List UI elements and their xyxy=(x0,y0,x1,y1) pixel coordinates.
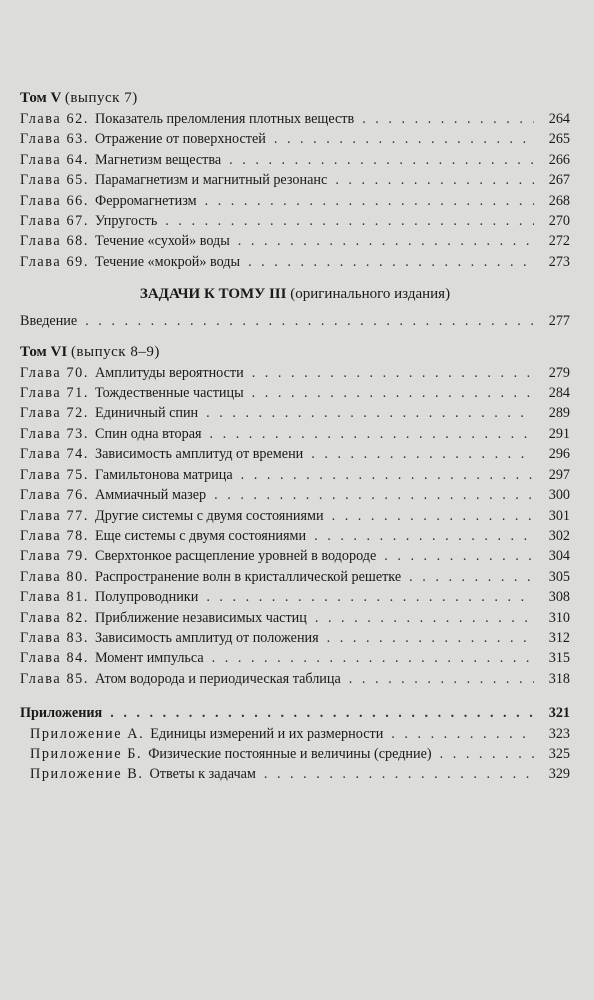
toc-entry xyxy=(20,252,570,272)
tasks-heading xyxy=(20,284,570,305)
leader-dots xyxy=(409,567,534,587)
volume-6-heading xyxy=(20,342,570,363)
entry-page: 318 xyxy=(548,670,570,687)
entry-label: Глава 79. xyxy=(20,548,90,565)
toc-entry xyxy=(20,724,570,744)
entry-label: Глава 80. xyxy=(20,568,90,585)
entry-title: Спин одна вторая xyxy=(95,425,202,442)
leader-dots xyxy=(252,383,534,403)
appendix-page: 321 xyxy=(548,705,570,722)
entry-page: 325 xyxy=(548,745,570,762)
entry-title: Зависимость амплитуд от времени xyxy=(95,446,304,463)
entry-page: 297 xyxy=(548,466,570,483)
leader-dots xyxy=(335,170,534,190)
entry-label: Глава 63. xyxy=(20,131,90,148)
entry-title: Единицы измерений и их размерности xyxy=(150,725,384,742)
leader-dots xyxy=(314,526,534,546)
toc-entry xyxy=(20,608,570,628)
leader-dots xyxy=(110,703,534,723)
toc-entry xyxy=(20,129,570,149)
leader-dots xyxy=(315,608,534,628)
entry-label: Глава 84. xyxy=(20,650,90,667)
volume-6-subtitle: (выпуск 8–9) xyxy=(70,343,160,360)
entry-page: 272 xyxy=(548,233,570,250)
leader-dots xyxy=(384,546,534,566)
entry-page: 273 xyxy=(548,253,570,270)
tasks-title-rest: (оригинального издания) xyxy=(290,286,451,303)
toc-entry xyxy=(20,383,570,403)
entry-page: 323 xyxy=(548,725,570,742)
tasks-title: ЗАДАЧИ К ТОМУ III xyxy=(139,286,287,303)
entry-label: Глава 77. xyxy=(20,507,90,524)
entry-page: 308 xyxy=(548,589,570,606)
leader-dots xyxy=(205,191,534,211)
leader-dots xyxy=(165,211,534,231)
toc-entry xyxy=(20,546,570,566)
toc-entry xyxy=(20,191,570,211)
leader-dots xyxy=(248,252,534,272)
entry-label: Глава 74. xyxy=(20,446,90,463)
toc-entry xyxy=(20,648,570,668)
toc-entry xyxy=(20,669,570,689)
entry-page: 267 xyxy=(548,172,570,189)
entry-page: 291 xyxy=(548,425,570,442)
entry-page: 301 xyxy=(548,507,570,524)
entry-label: Глава 82. xyxy=(20,609,90,626)
toc-entry xyxy=(20,424,570,444)
toc-entry xyxy=(20,764,570,784)
entry-title: Аммиачный мазер xyxy=(95,487,207,504)
volume-5-title: Том V xyxy=(20,90,62,106)
entry-label: Глава 71. xyxy=(20,385,90,402)
entry-page: 305 xyxy=(548,568,570,585)
entry-title: Ферромагнетизм xyxy=(95,192,197,209)
leader-dots xyxy=(206,587,534,607)
entry-title: Течение «мокрой» воды xyxy=(95,253,241,270)
leader-dots xyxy=(85,311,534,331)
entry-page: 265 xyxy=(548,131,570,148)
appendix-title: Приложения xyxy=(20,705,103,722)
leader-dots xyxy=(391,724,534,744)
entry-label: Глава 69. xyxy=(20,253,90,270)
leader-dots xyxy=(238,231,534,251)
toc-entry xyxy=(20,587,570,607)
entry-page: 329 xyxy=(548,766,570,783)
toc-entry xyxy=(20,465,570,485)
entry-title: Гамильтонова матрица xyxy=(95,466,233,483)
entry-page: 264 xyxy=(548,111,570,127)
entry-page: 277 xyxy=(548,313,570,330)
leader-dots xyxy=(349,669,534,689)
entry-label: Глава 62. xyxy=(20,111,90,127)
leader-dots xyxy=(274,129,534,149)
toc-entry xyxy=(20,744,570,764)
entry-label: Глава 66. xyxy=(20,192,90,209)
toc-entry xyxy=(20,363,570,383)
entry-label: Глава 68. xyxy=(20,233,90,250)
toc-entry xyxy=(20,150,570,170)
volume-6-chapter-list xyxy=(20,363,570,690)
volume-5-chapter-list xyxy=(20,109,570,272)
leader-dots xyxy=(362,109,534,129)
entry-title: Сверхтонкое расщепление уровней в водороде xyxy=(95,548,377,565)
volume-5-subtitle: (выпуск 7) xyxy=(64,90,138,106)
entry-title: Момент импульса xyxy=(95,650,204,667)
entry-title: Другие системы с двумя состояниями xyxy=(95,507,324,524)
entry-title: Амплитуды вероятности xyxy=(95,364,244,381)
entry-title: Единичный спин xyxy=(95,405,199,422)
leader-dots xyxy=(440,744,534,764)
entry-label: Приложение А. xyxy=(30,725,145,742)
entry-title: Магнетизм вещества xyxy=(95,151,222,168)
entry-label: Глава 67. xyxy=(20,213,90,230)
entry-label: Приложение Б. xyxy=(30,745,143,762)
toc-entry xyxy=(20,170,570,190)
entry-label: Глава 78. xyxy=(20,527,90,544)
leader-dots xyxy=(311,444,534,464)
toc-entry xyxy=(20,109,570,129)
entry-label: Глава 83. xyxy=(20,629,90,646)
entry-label: Глава 72. xyxy=(20,405,90,422)
entry-page: 312 xyxy=(548,629,570,646)
leader-dots xyxy=(264,764,534,784)
entry-page: 266 xyxy=(548,151,570,168)
leader-dots xyxy=(206,403,534,423)
entry-page: 279 xyxy=(548,364,570,381)
toc-entry xyxy=(20,444,570,464)
entry-page: 296 xyxy=(548,446,570,463)
entry-page: 310 xyxy=(548,609,570,626)
entry-page: 304 xyxy=(548,548,570,565)
entry-label: Глава 65. xyxy=(20,172,90,189)
entry-label: Глава 76. xyxy=(20,487,90,504)
leader-dots xyxy=(332,506,534,526)
toc-entry-intro xyxy=(20,311,570,331)
entry-label: Глава 70. xyxy=(20,364,90,381)
leader-dots xyxy=(327,628,534,648)
entry-label: Глава 75. xyxy=(20,466,90,483)
leader-dots xyxy=(210,424,534,444)
entry-label: Приложение В. xyxy=(30,766,144,783)
entry-page: 315 xyxy=(548,650,570,667)
appendix-list xyxy=(20,724,570,785)
volume-6-title: Том VI xyxy=(20,343,68,360)
entry-title: Показатель преломления плотных веществ xyxy=(95,111,355,127)
entry-title: Физические постоянные и величины (средние) xyxy=(148,745,432,762)
leader-dots xyxy=(241,465,534,485)
toc-entry xyxy=(20,485,570,505)
entry-title: Атом водорода и периодическая таблица xyxy=(95,670,341,687)
entry-page: 300 xyxy=(548,487,570,504)
entry-title: Еще системы с двумя состояниями xyxy=(95,527,307,544)
entry-page: 289 xyxy=(548,405,570,422)
entry-title: Введение xyxy=(20,313,78,330)
entry-title: Парамагнетизм и магнитный резонанс xyxy=(95,172,328,189)
entry-title: Полупроводники xyxy=(95,589,199,606)
toc-entry xyxy=(20,628,570,648)
toc-entry xyxy=(20,403,570,423)
entry-label: Глава 64. xyxy=(20,151,90,168)
leader-dots xyxy=(252,363,534,383)
leader-dots xyxy=(212,648,534,668)
entry-page: 270 xyxy=(548,213,570,230)
entry-title: Течение «сухой» воды xyxy=(95,233,230,250)
table-of-contents xyxy=(20,88,570,785)
entry-title: Упругость xyxy=(95,213,158,230)
toc-entry-appendix xyxy=(20,703,570,723)
leader-dots xyxy=(229,150,534,170)
toc-entry xyxy=(20,231,570,251)
entry-title: Тождественные частицы xyxy=(95,385,244,402)
entry-title: Приближение независимых частиц xyxy=(95,609,307,626)
entry-label: Глава 85. xyxy=(20,670,90,687)
entry-page: 284 xyxy=(548,385,570,402)
leader-dots xyxy=(214,485,534,505)
entry-label: Глава 81. xyxy=(20,589,90,606)
toc-entry xyxy=(20,506,570,526)
toc-entry xyxy=(20,567,570,587)
toc-entry xyxy=(20,211,570,231)
entry-title: Распространение волн в кристаллической решетке xyxy=(95,568,402,585)
entry-title: Зависимость амплитуд от положения xyxy=(95,629,319,646)
entry-label: Глава 73. xyxy=(20,425,90,442)
entry-title: Ответы к задачам xyxy=(149,766,256,783)
toc-entry xyxy=(20,526,570,546)
entry-page: 268 xyxy=(548,192,570,209)
volume-5-heading xyxy=(20,88,570,109)
entry-title: Отражение от поверхностей xyxy=(95,131,266,148)
entry-page: 302 xyxy=(548,527,570,544)
